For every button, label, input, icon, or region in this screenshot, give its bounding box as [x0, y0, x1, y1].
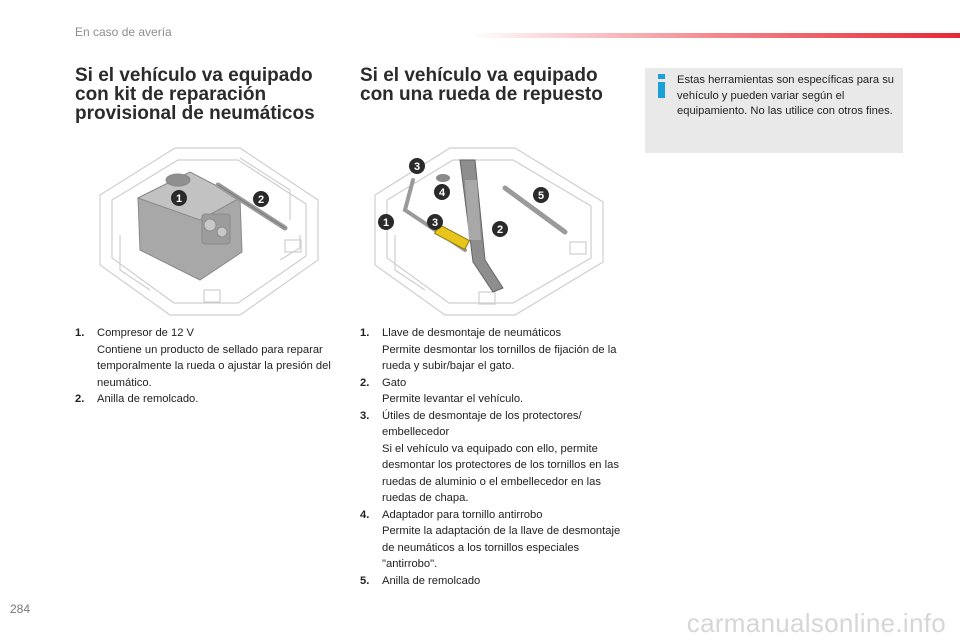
- list-item: [360, 507, 625, 573]
- item-title: Adaptador para tornillo antirrobo: [382, 508, 543, 521]
- callout-4: [434, 184, 450, 200]
- svg-text:2: 2: [257, 194, 265, 206]
- callout-1: [378, 214, 394, 230]
- callout-5: [533, 187, 549, 203]
- item-number: 2.: [360, 376, 370, 389]
- item-number: 4.: [360, 508, 370, 521]
- item-number: 2.: [75, 393, 85, 405]
- svg-text:3: 3: [431, 217, 439, 229]
- item-title: Anilla de remolcado.: [97, 393, 199, 405]
- spare-wheel-list: [360, 325, 625, 589]
- spare-wheel-tools-illustration: [365, 140, 610, 320]
- svg-text:1: 1: [175, 193, 183, 205]
- svg-text:3: 3: [413, 161, 421, 173]
- repair-kit-list: [75, 325, 340, 408]
- item-number: 1.: [360, 327, 370, 339]
- list-item: [360, 325, 625, 375]
- list-item: [360, 375, 625, 408]
- svg-text:2: 2: [496, 224, 504, 236]
- svg-text:5: 5: [537, 190, 545, 202]
- item-number: 1.: [75, 327, 85, 339]
- watermark: carmanualsonline.info: [686, 608, 946, 638]
- heading-spare-wheel: Si el vehículo va equipado con una rueda de repuesto: [360, 65, 603, 105]
- callout-3-top: [409, 158, 425, 174]
- item-title: Llave de desmontaje de neumáticos: [382, 327, 562, 339]
- callout-1: [171, 190, 187, 206]
- list-item: [75, 325, 340, 391]
- info-icon: [655, 72, 669, 98]
- item-title: Útiles de desmontaje de los protectores/ embellecedor: [382, 409, 582, 438]
- item-title: Anilla de remolcado: [382, 574, 481, 587]
- section-title: En caso de avería: [75, 25, 172, 39]
- list-item: [75, 391, 340, 408]
- header-accent-bar: [470, 33, 960, 38]
- item-description: Si el vehículo va equipado con ello, permite desmontar los protectores de los tornillos en las ruedas de aluminio o el embellecedor en las ruedas de chapa.: [382, 442, 619, 504]
- page-number: 284: [10, 602, 31, 616]
- item-description: Contiene un producto de sellado para reparar temporalmente la rueda o ajustar la presión del neumático.: [97, 343, 331, 389]
- callout-3-bottom: [427, 214, 443, 230]
- svg-text:1: 1: [382, 217, 390, 229]
- item-description: Permite desmontar los tornillos de fijación de la rueda y subir/bajar el gato.: [382, 343, 617, 372]
- list-item: [360, 573, 625, 590]
- info-box: [645, 68, 903, 153]
- heading-repair-kit: Si el vehículo va equipado con kit de reparación provisional de neumáticos: [75, 65, 315, 124]
- item-description: Permite levantar el vehículo.: [382, 393, 524, 405]
- item-title: Gato: [382, 376, 407, 389]
- item-title: Compresor de 12 V: [97, 327, 195, 339]
- item-number: 5.: [360, 574, 370, 587]
- callout-2: [492, 221, 508, 237]
- svg-text:4: 4: [438, 187, 446, 199]
- item-description: Permite la adaptación de la llave de desmontaje de neumáticos a los tornillos especiales "antirrobo".: [382, 525, 621, 570]
- callout-2: [253, 191, 269, 207]
- info-text: Estas herramientas son específicas para su vehículo y pueden variar según el equipamiento. No las utilice con otros fines.: [677, 74, 895, 117]
- item-number: 3.: [360, 409, 370, 422]
- repair-kit-illustration: [90, 140, 325, 320]
- list-item: [360, 408, 625, 507]
